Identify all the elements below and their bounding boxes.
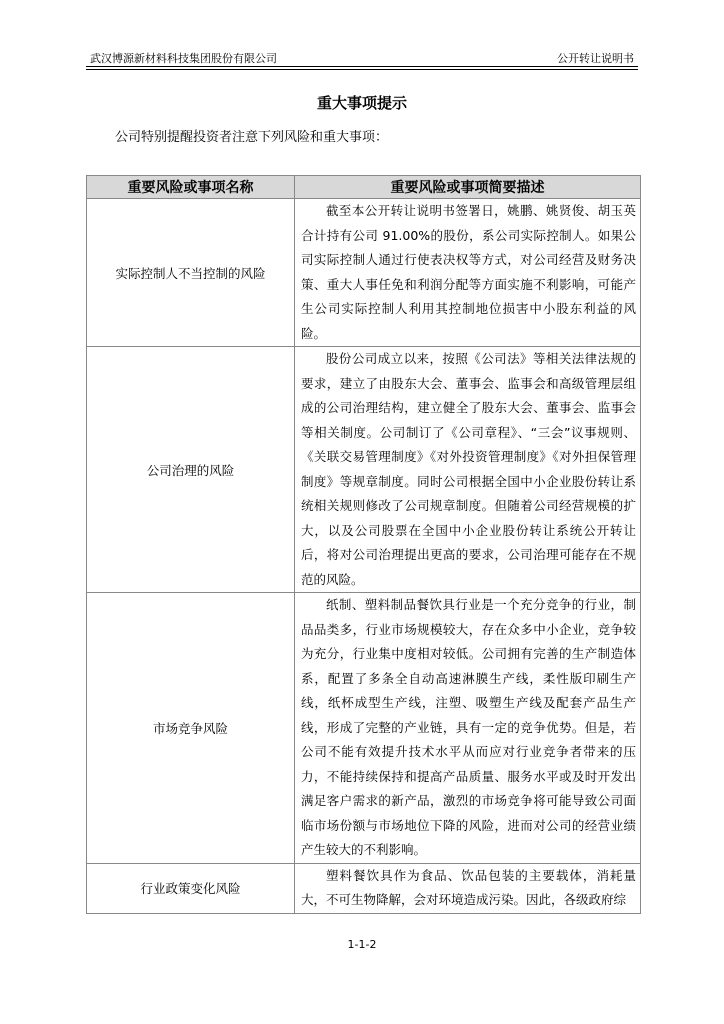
- intro-text: 公司特别提醒投资者注意下列风险和重大事项：: [115, 130, 389, 145]
- risk-desc-text: 纸制、塑料制品餐饮具行业是一个充分竞争的行业，制品品类多，行业市场规模较大，存在众多中小企业，竞争较为充分，行业集中度相对较低。公司拥有完善的生产制造体系，配置了多条全自动高速淋膜生产线，柔性版印刷生产线，纸杯成型生产线，注塑、吸塑生产线及配套产品生产线，形成了完整的产业链，具有一定的竞争优势。但是，若公司不能有效提升技术水平从而应对行业竞争者带来的压力，不能持续保持和提高产品质量、服务水平或及时开发出满足客户需求的新产品，激烈的市场竞争将可能导致公司面临市场份额与市场地位下降的风险，进而对公司的经营业绩产生较大的不利影响。: [301, 597, 636, 857]
- risk-name: 市场竞争风险: [87, 593, 295, 864]
- risk-desc-text: 塑料餐饮具作为食品、饮品包装的主要载体，消耗量大，不可生物降解，会对环境造成污染。因此，各级政府综: [301, 867, 636, 907]
- page-title: 重大事项提示: [316, 94, 407, 112]
- risk-desc: [295, 593, 641, 864]
- header-company: 武汉博源新材料科技集团股份有限公司: [90, 52, 277, 65]
- risk-name: 行业政策变化风险: [87, 863, 295, 913]
- table-header-row: [87, 176, 641, 199]
- header-divider: [86, 69, 638, 70]
- risk-name: 实际控制人不当控制的风险: [87, 199, 295, 347]
- page-header: [86, 48, 638, 67]
- page-number: 1-1-2: [347, 938, 377, 951]
- column-header-name: 重要风险或事项名称: [87, 176, 295, 199]
- risk-desc: [295, 199, 641, 347]
- table-row: [87, 593, 641, 864]
- header-doc-type: 公开转让说明书: [557, 52, 634, 65]
- risk-desc: [295, 863, 641, 913]
- risk-table: [86, 175, 641, 914]
- risk-desc-text: 股份公司成立以来，按照《公司法》等相关法律法规的要求，建立了由股东大会、董事会、监事会和高级管理层组成的公司治理结构，建立健全了股东大会、董事会、监事会等相关制度。公司制订了《公司章程》、“三会”议事规则、《关联交易管理制度》《对外投资管理制度》《对外担保管理制度》等规章制度。同时公司根据全国中小企业股份转让系统相关规则修改了公司规章制度。但随着公司经营规模的扩大，以及公司股票在全国中小企业股份转让系统公开转让后，将对公司治理提出更高的要求，公司治理可能存在不规范的风险。: [301, 351, 636, 587]
- table-row: [87, 863, 641, 913]
- table-row: [87, 347, 641, 593]
- column-header-desc: 重要风险或事项简要描述: [295, 176, 641, 199]
- risk-name: 公司治理的风险: [87, 347, 295, 593]
- risk-desc: [295, 347, 641, 593]
- table-row: [87, 199, 641, 347]
- risk-desc-text: 截至本公开转让说明书签署日，姚鹏、姚贤俊、胡玉英合计持有公司 91.00%的股份，系公司实际控制人。如果公司实际控制人通过行使表决权等方式，对公司经营及财务决策、重大人事任免和利润分配等方面实施不利影响，可能产生公司实际控制人利用其控制地位损害中小股东利益的风险。: [301, 203, 636, 341]
